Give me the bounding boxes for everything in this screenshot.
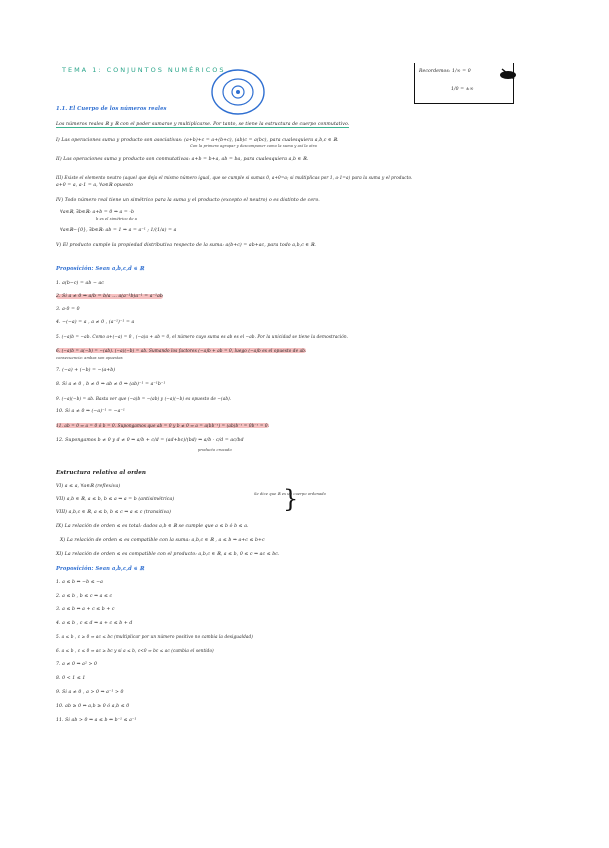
p1-item-0: 1. a(b−c) = ab − ac [56, 281, 104, 286]
p2-item-7: 8. 0 < 1 ≤ 1 [56, 676, 86, 681]
order-item-2: VIII) a,b,c ∈ ℝ, a ≤ b, b ≤ c ⇒ a ≤ c (transitiva) [56, 510, 172, 515]
p2-item-6: 7. a ≠ 0 ⇒ a² > 0 [56, 662, 98, 667]
p1-item-6: consecuencia: ambas son opuestas [56, 356, 123, 360]
p1-item-2: 3. a·0 = 0 [56, 307, 80, 312]
p1-item-9: 9. (−a)(−b) = ab. Basta ver que (−a)b = −(ab) y (−a)(−b) es opuesto de −(ab). [56, 396, 232, 401]
p2-item-9: 10. ab ≥ 0 ⇔ a,b ≥ 0 ó a,b ≤ 0 [56, 704, 130, 709]
drawing-icon [498, 66, 518, 82]
p2-item-1: 2. a ≤ b , b ≤ c ⇒ a ≤ c [56, 594, 113, 599]
p2-item-8: 9. Si a ≠ 0 , a > 0 ⇒ a⁻¹ > 0 [56, 690, 124, 695]
section1-intro-text: Los números reales ℝ y ℝ con el poder sumarse y multiplicarse. Por tanto, se tiene la estructura de cuerpo conmutativo. [56, 122, 350, 127]
page-title: TEMA 1: CONJUNTOS NUMÉRICOS [62, 66, 226, 74]
order-item-4: X) La relación de orden ≤ es compatible con la suma: a,b,c ∈ ℝ , a ≤ b ⇒ a+c ≤ b+c [60, 538, 265, 543]
p1-item-5 [56, 348, 306, 354]
order-item-1: VII) a,b ∈ ℝ, a ≤ b, b ≤ a ⇒ a = b (antisimétrica) [56, 497, 175, 502]
circles-doodle [208, 68, 268, 118]
p1-item-5-text: 6. (−a)b = a(−b) = −(ab). (−a)(−b) = ab. Sumando los factores (−a)b + ab = 0, luego (−a)b es el opuesto de ab. [56, 348, 307, 353]
order-item-5: XI) La relación de orden ≤ es compatible con el producto: a,b,c ∈ ℝ, a ≤ b, 0 ≤ c ⇒ ac ≤ bc. [56, 552, 280, 557]
box-line1: Recordemos: 1/∞ = 0 [419, 69, 471, 74]
p1-item-7: 7. (−a) + (−b) = −(a+b) [56, 368, 116, 373]
p1-item-1-text: 2. Si a ≠ 0 ⇒ a/b = b/a ... a(a⁻¹b)a⁻¹ = a⁻¹ab [56, 294, 163, 299]
p2-item-10: 11. Si ab > 0 ⇒ a ≤ b ⇔ b⁻¹ ≤ a⁻¹ [56, 718, 137, 723]
s1-item-3: III) Existe el elemento neutro (aquel que deja el mismo número igual, que se cumple si sumas 0, a+0=a; si multiplicas por 1, a·1=a) para la suma y el producto. [56, 175, 413, 180]
p2-item-5: 6. a ≤ b , c ≤ 0 ⇒ ac ≥ bc y si a ≤ b, c<0 ⇒ bc ≤ ac (cambia el sentido) [56, 648, 214, 653]
order-item-0: VI) a ≤ a, ∀a∈ℝ (reflexiva) [56, 484, 121, 489]
order-note: Se dice que ℝ es un cuerpo ordenado [254, 492, 326, 496]
s1-item-1: Con la primera agrupar y descomponer como la suma y así la otra [190, 144, 317, 148]
p1-item-12: 12. Supongamos b ≠ 0 y d ≠ 0 ⇒ a/b + c/d = (ad+bc)/(bd) ⇒ a/b · c/d = ac/bd [56, 438, 244, 443]
p2-item-4: 5. a ≤ b , c ≥ 0 ⇒ ac ≤ bc (multiplicar por un número positivo no cambia la desigualdad) [56, 634, 253, 639]
p1-item-3: 4. −(−a) = a , a ≠ 0 , (a⁻¹)⁻¹ = a [56, 320, 135, 325]
s1-item-8: ∀a∈ℝ−{0}, ∃b∈ℝ: ab = 1 ⇒ a = a⁻¹ ; 1/(1/a) = a [60, 228, 177, 233]
s1-item-4: a+0 = a, a·1 = a, ∀a∈ℝ opuesto [56, 183, 134, 188]
order-heading: Estructura relativa al orden [56, 470, 147, 476]
s1-item-5: IV) Todo número real tiene un simétrico para la suma y el producto (excepto el neutro) o es distinto de cero. [56, 198, 320, 203]
p1-item-13: producto cruzado [198, 448, 232, 452]
prop2-heading: Proposición: Sean a,b,c,d ∈ ℝ [56, 566, 144, 572]
order-item-3: IX) La relación de orden ≤ es total: dados a,b ∈ ℝ se cumple que a ≤ b ó b ≤ a. [56, 524, 249, 529]
s1-item-6: ∀a∈ℝ, ∃b∈ℝ: a+b = 0 ⇒ a = -b [60, 210, 135, 215]
prop1-heading: Proposición: Sean a,b,c,d ∈ ℝ [56, 266, 144, 272]
p1-item-8: 8. Si a ≠ 0 , b ≠ 0 ⇒ ab ≠ 0 ⇒ (ab)⁻¹ = a⁻¹b⁻¹ [56, 382, 166, 387]
p1-item-10: 10. Si a ≠ 0 ⇒ (−a)⁻¹ = −a⁻¹ [56, 409, 125, 414]
p1-item-11 [56, 423, 269, 429]
p2-item-2: 3. a ≤ b ⇔ a + c ≤ b + c [56, 607, 115, 612]
s1-item-9: V) El producto cumple la propiedad distributiva respecto de la suma: a(b+c) = ab+ac, para todo a,b,c ∈ ℝ. [56, 243, 316, 248]
p2-item-3: 4. a ≤ b , c ≤ d ⇒ a + c ≤ b + d [56, 621, 133, 626]
box-line2: 1/0 = ±∞ [451, 87, 474, 92]
section1-intro [56, 122, 349, 128]
p1-item-4: 5. (−a)b = −ab. Como a+(−a) = 0 , (−a)a + ab = 0, el número cuyo suma es ab es el −ab. Por la unicidad se tiene la demostración. [56, 334, 349, 339]
brace-symbol: } [283, 485, 299, 513]
s1-item-7: b es el simétrico de a [96, 217, 138, 221]
p1-item-1 [56, 294, 163, 300]
p1-item-11-text: 11. ab = 0 ⇒ a = 0 ó b = 0. Supongamos que ab = 0 y b ≠ 0 ⇒ a = a(bb⁻¹) = (ab)b⁻¹ = 0b⁻¹ = 0. [56, 423, 270, 428]
p2-item-0: 1. a ≤ b ⇔ −b ≤ −a [56, 580, 104, 585]
s1-item-0: I) Las operaciones suma y producto son asociativas: (a+b)+c = a+(b+c), (ab)c = a(bc), para cualesquiera a,b,c ∈ ℝ. [56, 138, 339, 143]
section1-heading: 1.1. El Cuerpo de los números reales [56, 106, 167, 112]
s1-item-2: II) Las operaciones suma y producto son conmutativas: a+b = b+a, ab = ba, para cualesquiera a,b ∈ ℝ. [56, 157, 309, 162]
